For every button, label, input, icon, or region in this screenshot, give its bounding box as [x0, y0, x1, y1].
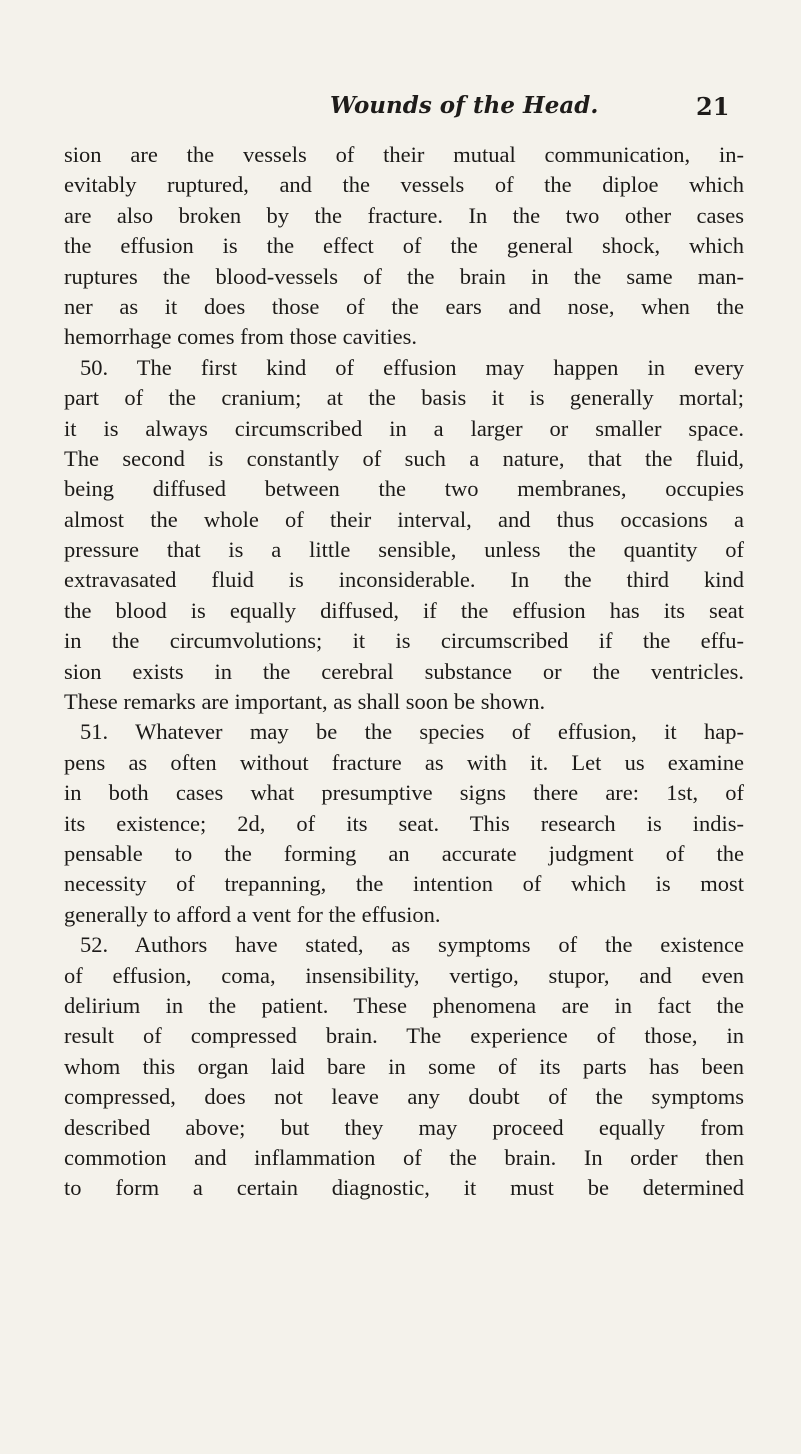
- text-line: being diffused between the two membranes, occupies: [64, 476, 744, 502]
- text-line: pressure that is a little sensible, unless the quantity of: [64, 537, 744, 563]
- text-line: in both cases what presumptive signs there are: 1st, of: [64, 780, 744, 806]
- text-line: the effusion is the effect of the general shock, which: [64, 233, 744, 259]
- text-line: in the circumvolutions; it is circumscribed if the effu-: [64, 628, 744, 654]
- text-line: result of compressed brain. The experience of those, in: [64, 1023, 744, 1049]
- text-line: sion exists in the cerebral substance or the ventricles.: [64, 658, 744, 684]
- body-text: [64, 140, 744, 1204]
- text-line: ruptures the blood-vessels of the brain in the same man-: [64, 263, 744, 289]
- text-line: extravasated fluid is inconsiderable. In the third kind: [64, 567, 744, 593]
- text-line: evitably ruptured, and the vessels of the diploe which: [64, 172, 744, 198]
- text-line: The second is constantly of such a nature, that the fluid,: [64, 445, 744, 471]
- text-line: part of the cranium; at the basis it is generally mortal;: [64, 385, 744, 411]
- text-line: pensable to the forming an accurate judgment of the: [64, 840, 744, 866]
- text-line: it is always circumscribed in a larger or smaller space.: [64, 415, 744, 441]
- text-line: commotion and inflammation of the brain. In order then: [64, 1144, 744, 1170]
- paragraph-52-start: 52. Authors have stated, as symptoms of the existence: [80, 932, 744, 958]
- text-line: its existence; 2d, of its seat. This research is indis-: [64, 810, 744, 836]
- text-line: hemorrhage comes from those cavities.: [64, 324, 418, 350]
- text-line: necessity of trepanning, the intention of which is most: [64, 871, 744, 897]
- text-line: described above; but they may proceed equally from: [64, 1114, 744, 1140]
- page-number: 21: [696, 92, 730, 121]
- text-line: These remarks are important, as shall soon be shown.: [64, 689, 546, 715]
- text-line: ner as it does those of the ears and nose, when the: [64, 293, 744, 319]
- text-line: almost the whole of their interval, and thus occasions a: [64, 506, 744, 532]
- paragraph-51-start: 51. Whatever may be the species of effusion, it hap-: [80, 719, 744, 745]
- paragraph-50-start: 50. The first kind of effusion may happen in every: [80, 354, 744, 380]
- text-line: compressed, does not leave any doubt of the symptoms: [64, 1084, 744, 1110]
- text-line: the blood is equally diffused, if the effusion has its seat: [64, 597, 744, 623]
- page-header: [0, 92, 801, 128]
- text-line: generally to afford a vent for the effusion.: [64, 901, 441, 927]
- text-line: delirium in the patient. These phenomena are in fact the: [64, 992, 744, 1018]
- text-line: pens as often without fracture as with it. Let us examine: [64, 749, 744, 775]
- text-line: sion are the vessels of their mutual communication, in-: [64, 142, 744, 167]
- text-line: whom this organ laid bare in some of its parts has been: [64, 1053, 744, 1079]
- running-title: Wounds of the Head.: [330, 92, 599, 119]
- text-line: of effusion, coma, insensibility, vertigo, stupor, and even: [64, 962, 744, 988]
- text-line: are also broken by the fracture. In the two other cases: [64, 202, 744, 228]
- text-line: to form a certain diagnostic, it must be determined: [64, 1175, 744, 1201]
